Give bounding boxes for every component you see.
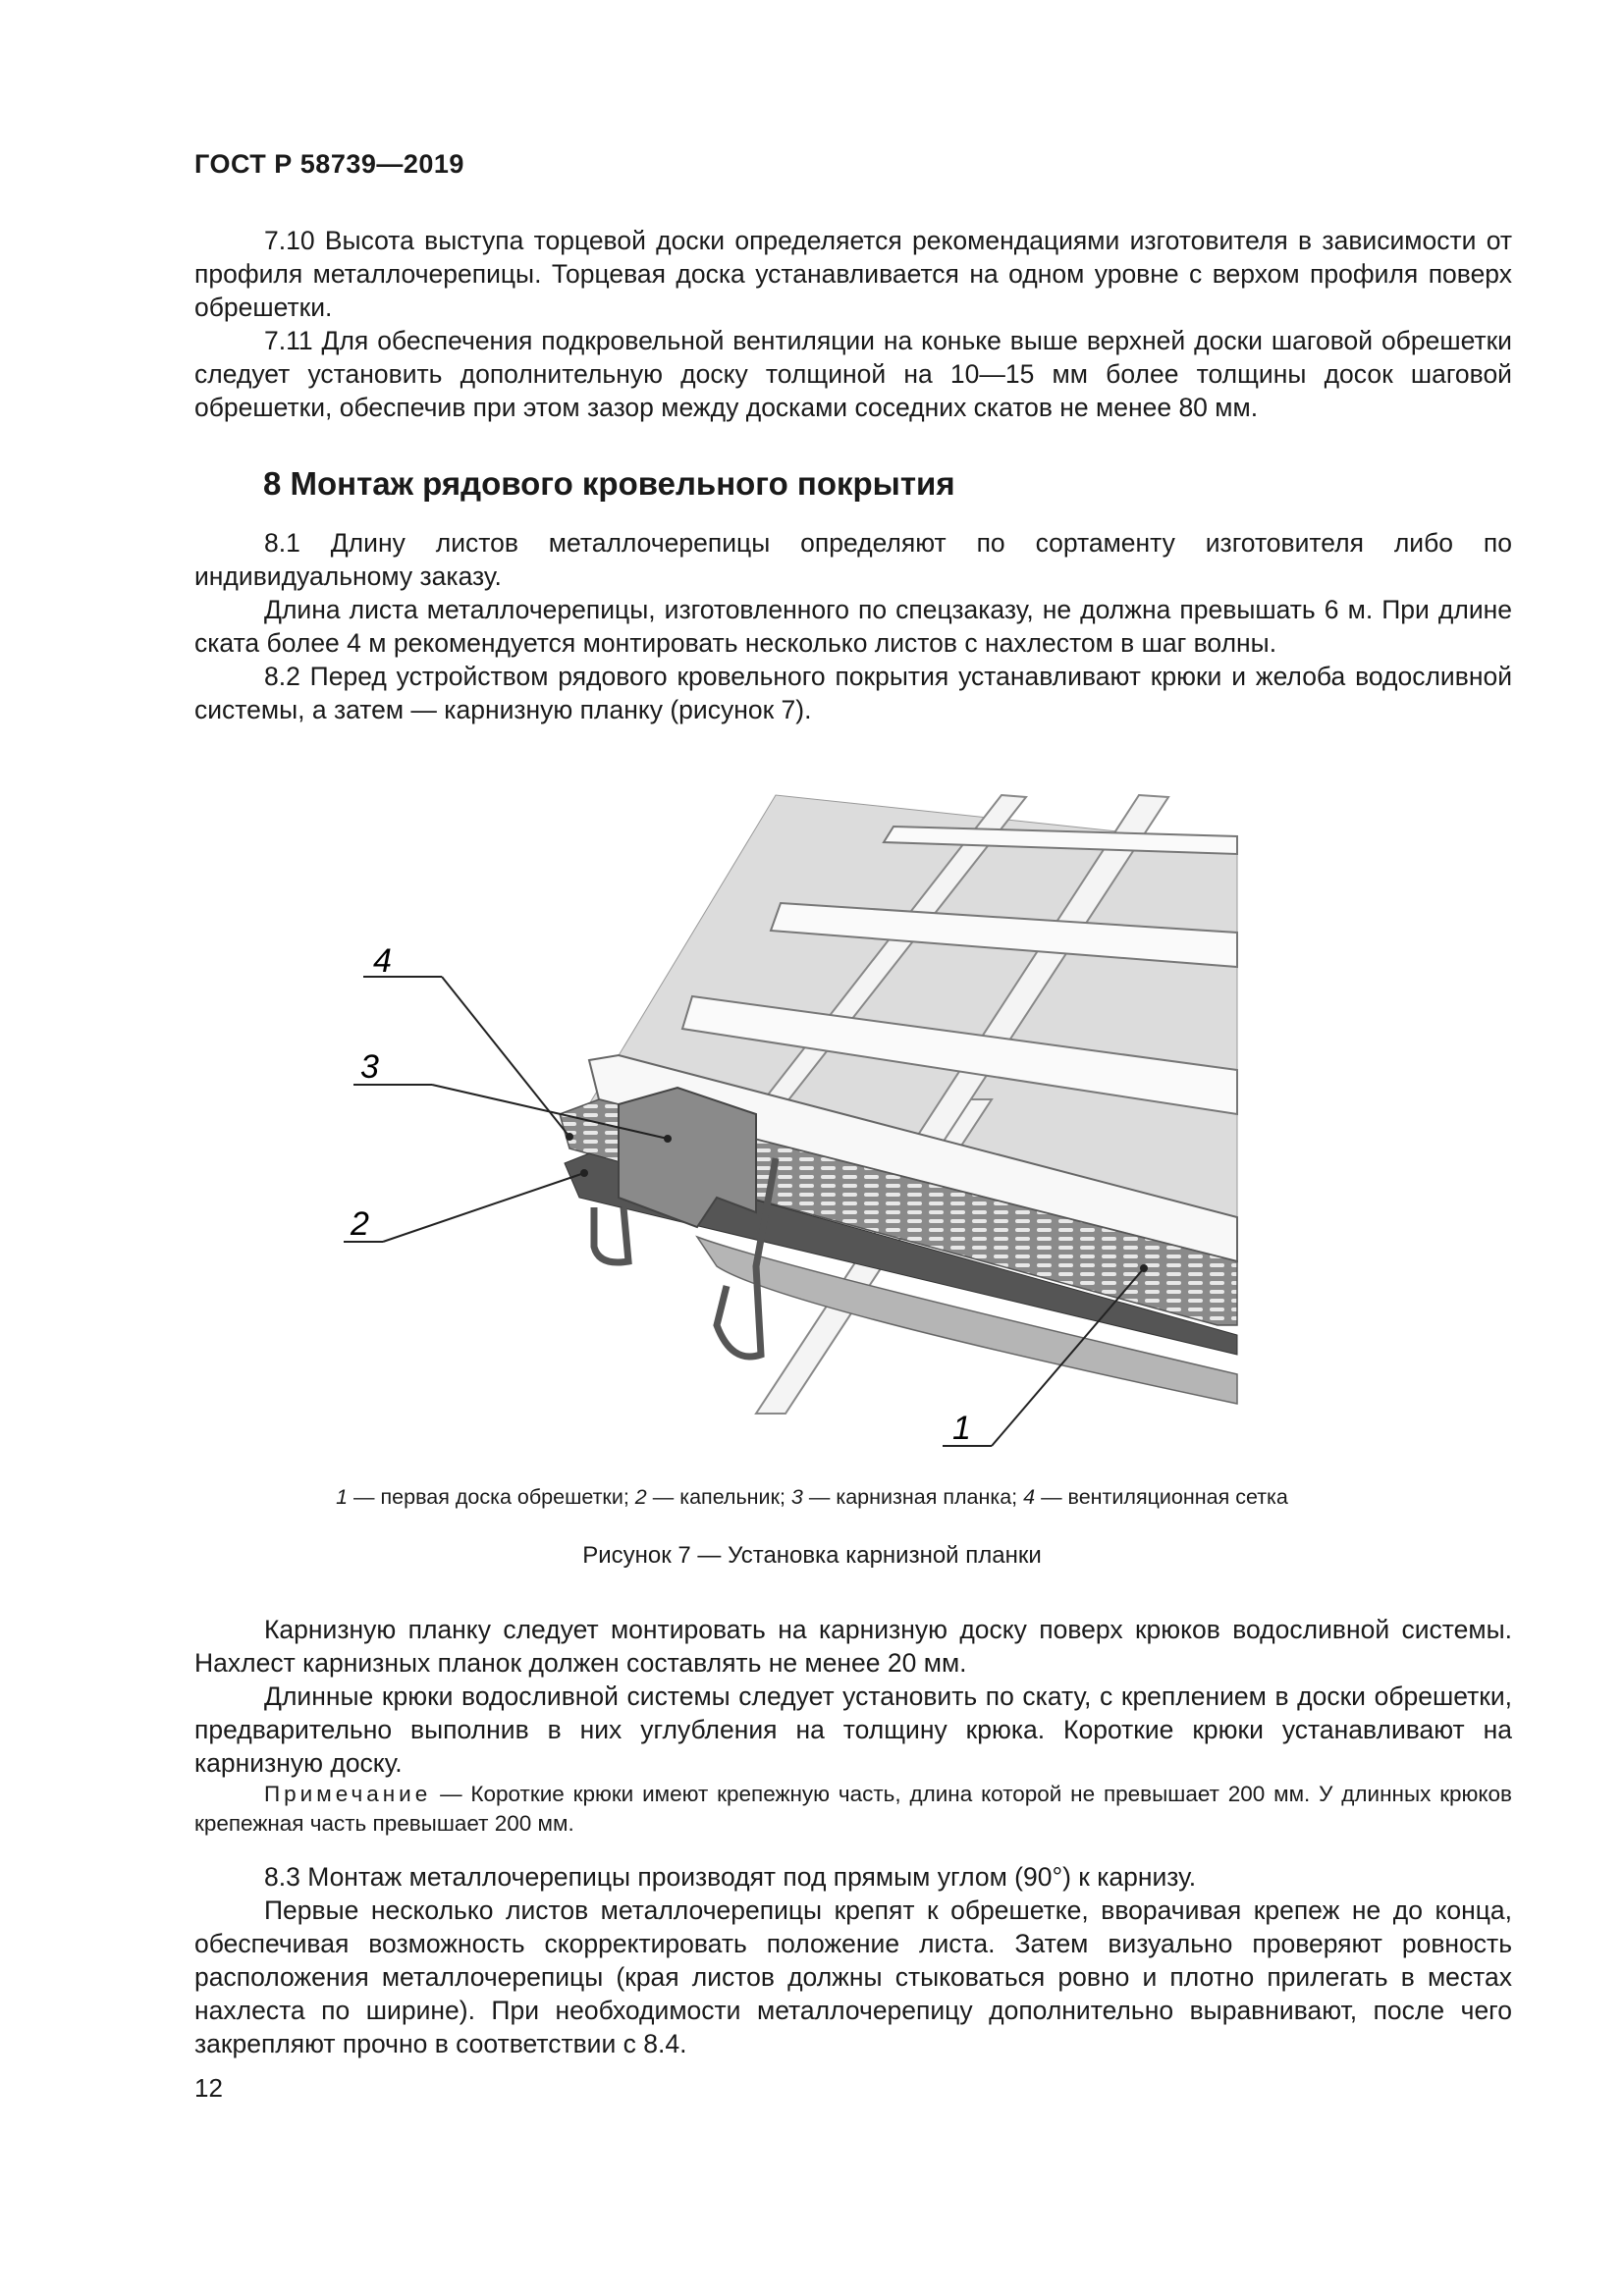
figure-7-legend (0, 1485, 1624, 1510)
callout-3: 3 (360, 1048, 379, 1086)
legend-num-4: 4 (1023, 1485, 1036, 1509)
gutter-hook-short (594, 1207, 628, 1262)
callout-1: 1 (952, 1410, 971, 1447)
section-7-text (194, 224, 1512, 424)
paragraph-8-3-first-sheets: Первые несколько листов металлочерепицы крепят к обрешетке, вворачивая крепеж не до конца, обеспечивая возможность скорректировать положение листа. Затем визуально проверяют ровность расположения металлочерепицы (края листов должны стыковаться ровно и плотно прилегать в местах нахлеста по ширине). При необходимости металлочерепицу дополнительно выравнивают, после чего закрепляют прочно в соответствии с 8.4. (194, 1896, 1512, 2058)
legend-num-2: 2 (634, 1485, 647, 1509)
paragraph-7-11: 7.11 Для обеспечения подкровельной вентиляции на коньке выше верхней доски шаговой обрешетки следует установить дополнительную доску толщиной на 10—15 мм более толщины досок шаговой обрешетки, обеспечив при этом зазор между досками соседних скатов не менее 80 мм. (194, 326, 1512, 422)
paragraph-eaves-mounting: Карнизную планку следует монтировать на карнизную доску поверх крюков водосливной системы. Нахлест карнизных планок должен составлять не менее 20 мм. (194, 1615, 1512, 1678)
legend-text-1: — первая доска обрешетки; (348, 1485, 635, 1509)
figure-7-caption: Рисунок 7 — Установка карнизной планки (582, 1542, 1042, 1569)
paragraph-long-hooks: Длинные крюки водосливной системы следует установить по скату, с креплением в доски обрешетки, предварительно выполнив в них углубления на толщину крюка. Короткие крюки устанавливают на карнизную доску. (194, 1682, 1512, 1778)
document-header: ГОСТ Р 58739—2019 (194, 149, 464, 179)
paragraph-8-3: 8.3 Монтаж металлочерепицы производят под прямым углом (90°) к карнизу. (264, 1862, 1197, 1892)
legend-num-3: 3 (790, 1485, 803, 1509)
callout-2: 2 (351, 1205, 369, 1243)
paragraph-8-2: 8.2 Перед устройством рядового кровельного покрытия устанавливают крюки и желоба водосливной системы, а затем — карнизную планку (рисунок 7). (194, 662, 1512, 724)
paragraph-8-1: 8.1 Длину листов металлочерепицы определяют по сортаменту изготовителя либо по индивидуальному заказу. (194, 528, 1512, 591)
paragraph-8-1-length: Длина листа металлочерепицы, изготовленного по спецзаказу, не должна превышать 6 м. При длине ската более 4 м рекомендуется монтировать несколько листов с нахлестом в шаг волны. (194, 595, 1512, 658)
legend-text-3: — карнизная планка; (802, 1485, 1024, 1509)
section-8-3-text (194, 1860, 1512, 2060)
note-label: Примечание (264, 1782, 432, 1806)
figure-7-eaves-strip-illustration (351, 775, 1237, 1453)
section-8-text (194, 526, 1512, 726)
legend-text-4: — вентиляционная сетка (1035, 1485, 1288, 1509)
section-8-heading: 8 Монтаж рядового кровельного покрытия (263, 465, 955, 502)
callout-4: 4 (373, 942, 392, 980)
page-number: 12 (194, 2073, 223, 2103)
paragraph-7-10: 7.10 Высота выступа торцевой доски определяется рекомендациями изготовителя в зависимости от профиля металлочерепицы. Торцевая доска устанавливается на одном уровне с верхом профиля поверх обрешетки. (194, 226, 1512, 322)
legend-text-2: — капельник; (646, 1485, 791, 1509)
note (194, 1780, 1512, 1839)
after-figure-text (194, 1613, 1512, 1780)
legend-num-1: 1 (336, 1485, 349, 1509)
note-text: — Короткие крюки имеют крепежную часть, длина которой не превышает 200 мм. У длинных крюков крепежная часть превышает 200 мм. (194, 1782, 1512, 1836)
